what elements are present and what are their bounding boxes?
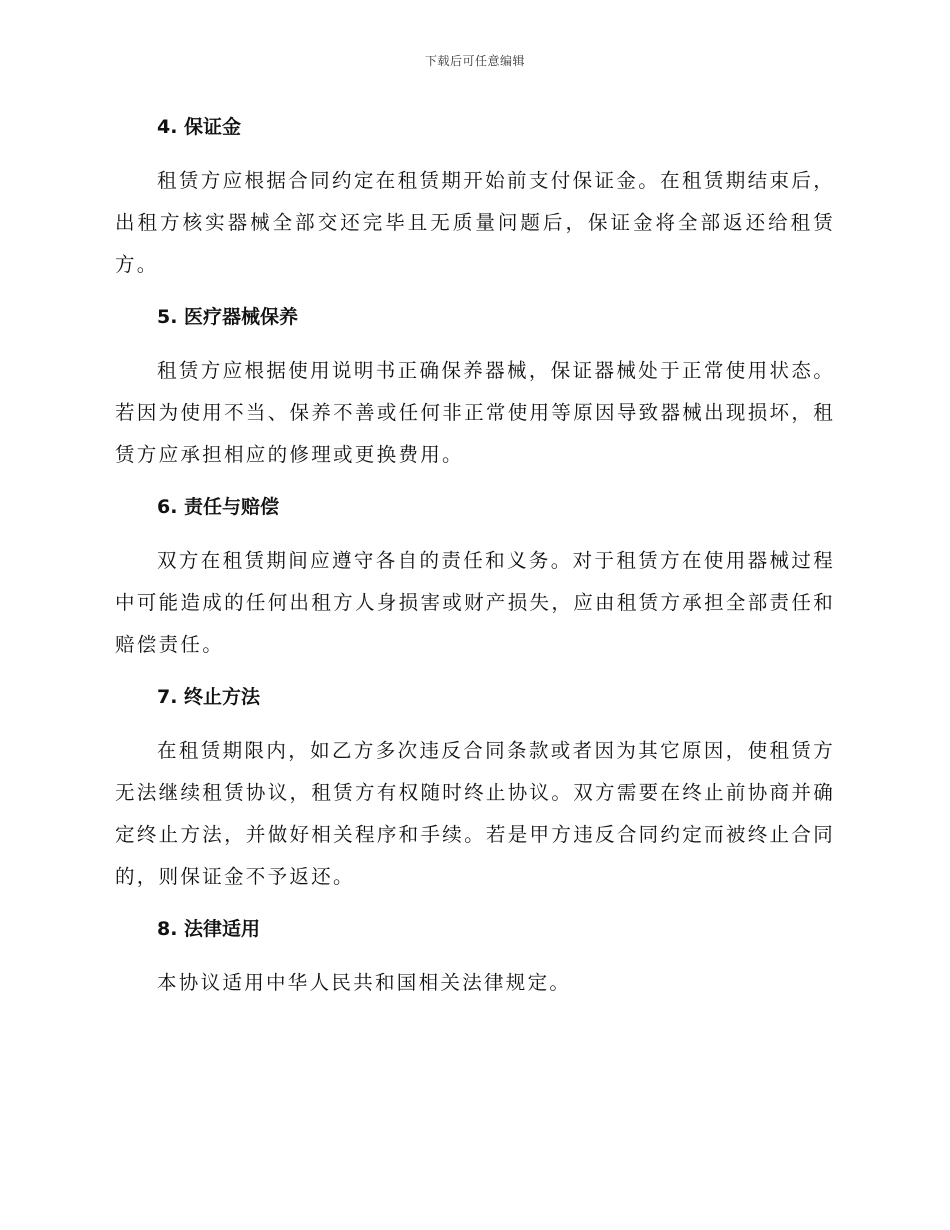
section-paragraph: 租赁方应根据合同约定在租赁期开始前支付保证金。在租赁期结束后，出租方核实器械全部交还完毕且无质量问题后，保证金将全部返还给租赁方。 [115, 169, 835, 276]
section-paragraph: 本协议适用中华人民共和国相关法律规定。 [157, 971, 572, 994]
section-deposit [115, 112, 835, 286]
section-liability-compensation [115, 492, 835, 666]
section-paragraph: 在租赁期限内，如乙方多次违反合同条款或者因为其它原因，使租赁方无法继续租赁协议，租赁方有权随时终止协议。双方需要在终止前协商并确定终止方法，并做好相关程序和手续。若是甲方违反合同约定而被终止合同的，则保证金不予返还。 [115, 739, 835, 888]
section-equipment-maintenance [115, 302, 835, 476]
document-body [115, 112, 835, 1020]
section-paragraph: 租赁方应根据使用说明书正确保养器械，保证器械处于正常使用状态。若因为使用不当、保养不善或任何非正常使用等原因导致器械出现损坏，租赁方应承担相应的修理或更换费用。 [115, 359, 835, 466]
page-header-note: 下载后可任意编辑 [424, 54, 525, 68]
section-heading: 5. 医疗器械保养 [157, 306, 299, 328]
section-paragraph: 双方在租赁期间应遵守各自的责任和义务。对于租赁方在使用器械过程中可能造成的任何出租方人身损害或财产损失，应由租赁方承担全部责任和赔偿责任。 [115, 549, 835, 656]
section-termination [115, 682, 835, 898]
section-applicable-law [115, 914, 835, 1004]
section-heading: 8. 法律适用 [157, 918, 261, 940]
section-heading: 4. 保证金 [157, 116, 242, 138]
section-heading: 7. 终止方法 [157, 686, 261, 708]
section-heading: 6. 责任与赔偿 [157, 496, 280, 518]
